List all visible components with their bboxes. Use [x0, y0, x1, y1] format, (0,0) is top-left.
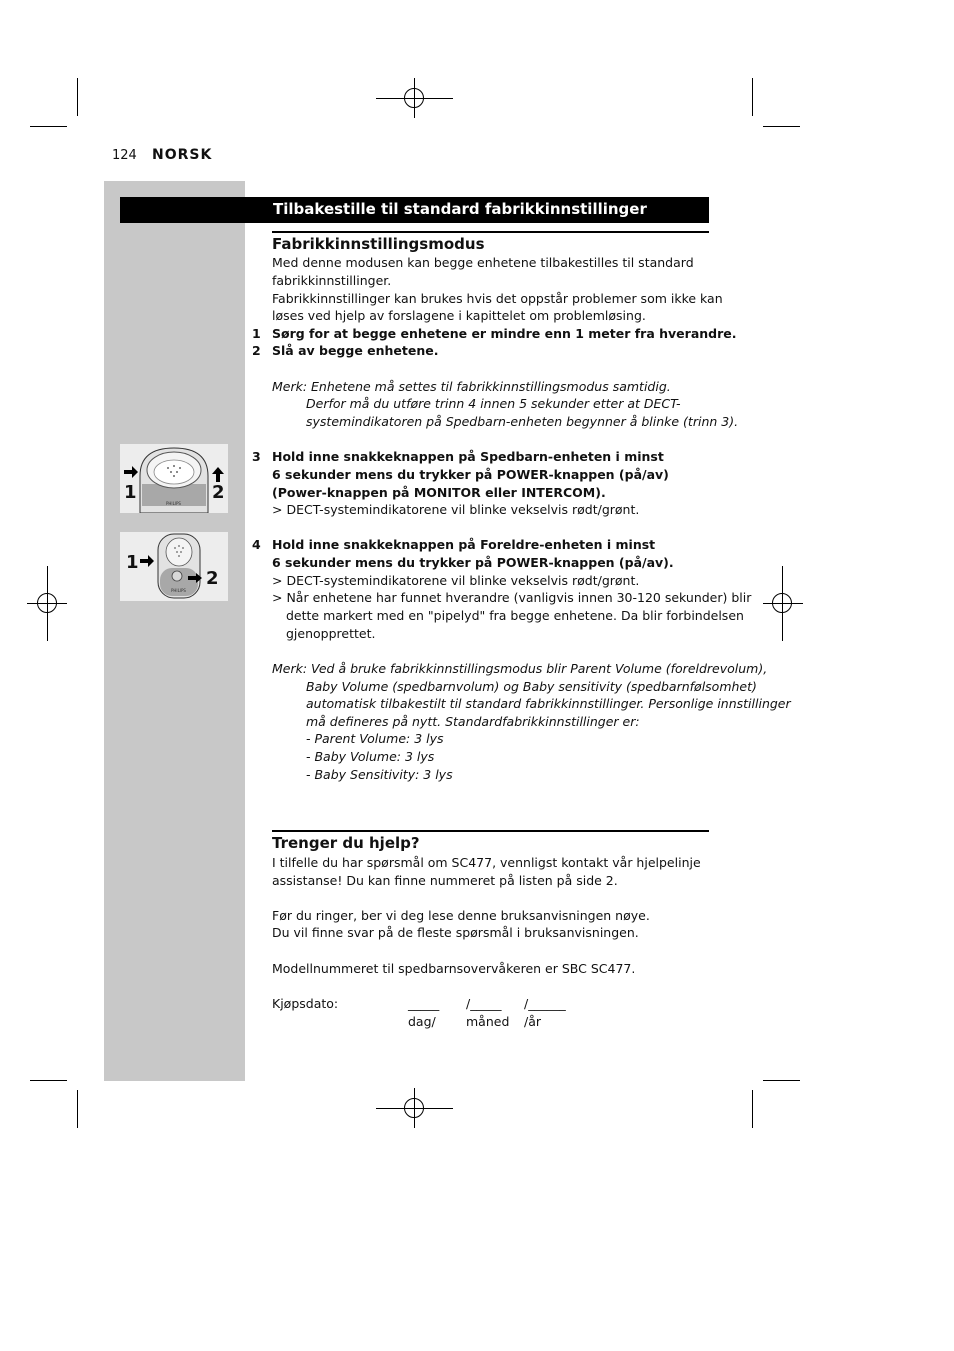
year-label: /år: [524, 1014, 542, 1029]
factory-heading: Fabrikkinnstillingsmodus: [272, 235, 485, 253]
section-title: Tilbakestille til standard fabrikkinnstillinger: [273, 200, 647, 218]
registration-mark: [772, 593, 792, 613]
intro-line: fabrikkinnstillinger.: [272, 273, 392, 288]
purchase-day-blank: _____: [408, 996, 440, 1011]
step-3-text: 6 sekunder mens du trykker på POWER-knappen (på/av): [272, 467, 669, 482]
sidebar-panel: [104, 181, 245, 1081]
figure-label: 1: [124, 482, 137, 503]
note-line: må defineres på nytt. Standardfabrikkinnstillinger er:: [306, 714, 640, 729]
crop-mark: [752, 1090, 753, 1128]
note-line: Baby Volume (spedbarnvolum) og Baby sensitivity (spedbarnfølsomhet): [306, 679, 757, 694]
purchase-month-blank: /_____: [466, 996, 502, 1011]
purchase-year-blank: /______: [524, 996, 566, 1011]
step-4-result: gjenopprettet.: [286, 626, 376, 641]
help-heading: Trenger du hjelp?: [272, 834, 420, 852]
parent-unit-illustration: [120, 532, 228, 601]
intro-line: Med denne modusen kan begge enhetene tilbakestilles til standard: [272, 255, 694, 270]
crop-mark: [77, 78, 78, 116]
step-3-text: (Power-knappen på MONITOR eller INTERCOM).: [272, 485, 606, 500]
help-text: I tilfelle du har spørsmål om SC477, vennligst kontakt vår hjelpelinje: [272, 855, 701, 870]
figure-label: 2: [206, 568, 219, 589]
crop-mark: [752, 78, 753, 116]
figure-label: 1: [126, 552, 139, 573]
step-4-text: 6 sekunder mens du trykker på POWER-knappen (på/av).: [272, 555, 674, 570]
brand-label: PHILIPS: [171, 588, 186, 593]
note-line: systemindikatoren på Spedbarn-enheten begynner å blinke (trinn 3).: [306, 414, 739, 429]
heading-rule: [272, 231, 709, 233]
registration-mark: [404, 1098, 424, 1118]
step-number: 2: [252, 343, 261, 358]
help-text: assistanse! Du kan finne nummeret på listen på side 2.: [272, 873, 618, 888]
registration-mark: [37, 593, 57, 613]
step-4-result: dette markert med en "pipelyd" fra begge enhetene. Da blir forbindelsen: [286, 608, 744, 623]
crop-mark: [30, 1080, 67, 1081]
page-number: 124: [112, 148, 137, 163]
step-4-text: Hold inne snakkeknappen på Foreldre-enheten i minst: [272, 537, 656, 552]
note-line: automatisk tilbakestilt til standard fabrikkinnstillinger. Personlige innstillinger: [306, 696, 791, 711]
step-1-text: Sørg for at begge enhetene er mindre enn 1 meter fra hverandre.: [272, 326, 737, 341]
step-4-result: > Når enhetene har funnet hverandre (vanligvis innen 30-120 sekunder) blir: [272, 590, 752, 605]
crop-mark: [763, 126, 800, 127]
intro-line: løses ved hjelp av forslagene i kapittelet om problemløsing.: [272, 308, 646, 323]
figure-label: 2: [212, 482, 225, 503]
crop-mark: [77, 1090, 78, 1128]
step-number: 1: [252, 326, 261, 341]
step-4-result: > DECT-systemindikatorene vil blinke vekselvis rødt/grønt.: [272, 573, 640, 588]
step-number: 3: [252, 449, 261, 464]
note-line: - Baby Volume: 3 lys: [306, 749, 435, 764]
purchase-date-label: Kjøpsdato:: [272, 996, 339, 1011]
note-line: - Baby Sensitivity: 3 lys: [306, 767, 453, 782]
language-label: NORSK: [152, 147, 213, 163]
crop-mark: [30, 126, 67, 127]
help-text: Før du ringer, ber vi deg lese denne bruksanvisningen nøye.: [272, 908, 650, 923]
crop-mark: [763, 1080, 800, 1081]
brand-label: PHILIPS: [166, 501, 181, 506]
section-title-bar: [120, 197, 709, 223]
model-number-text: Modellnummeret til spedbarnsovervåkeren er SBC SC477.: [272, 961, 636, 976]
step-3-text: Hold inne snakkeknappen på Spedbarn-enheten i minst: [272, 449, 664, 464]
pointer-triangle: [230, 449, 237, 461]
step-3-result: > DECT-systemindikatorene vil blinke vekselvis rødt/grønt.: [272, 502, 640, 517]
baby-unit-illustration: [120, 444, 228, 513]
note-line: Merk: Enhetene må settes til fabrikkinnstillingsmodus samtidig.: [272, 379, 671, 394]
heading-rule: [272, 830, 709, 832]
note-line: Merk: Ved å bruke fabrikkinnstillingsmodus blir Parent Volume (foreldrevolum),: [272, 661, 768, 676]
registration-mark: [404, 88, 424, 108]
help-text: Du vil finne svar på de fleste spørsmål i bruksanvisningen.: [272, 925, 639, 940]
day-label: dag/: [408, 1014, 436, 1029]
intro-line: Fabrikkinnstillinger kan brukes hvis det oppstår problemer som ikke kan: [272, 291, 723, 306]
pointer-triangle: [230, 538, 237, 550]
note-line: Derfor må du utføre trinn 4 innen 5 sekunder etter at DECT-: [306, 396, 681, 411]
step-2-text: Slå av begge enhetene.: [272, 343, 439, 358]
step-number: 4: [252, 537, 261, 552]
note-line: - Parent Volume: 3 lys: [306, 731, 444, 746]
month-label: måned: [466, 1014, 510, 1029]
